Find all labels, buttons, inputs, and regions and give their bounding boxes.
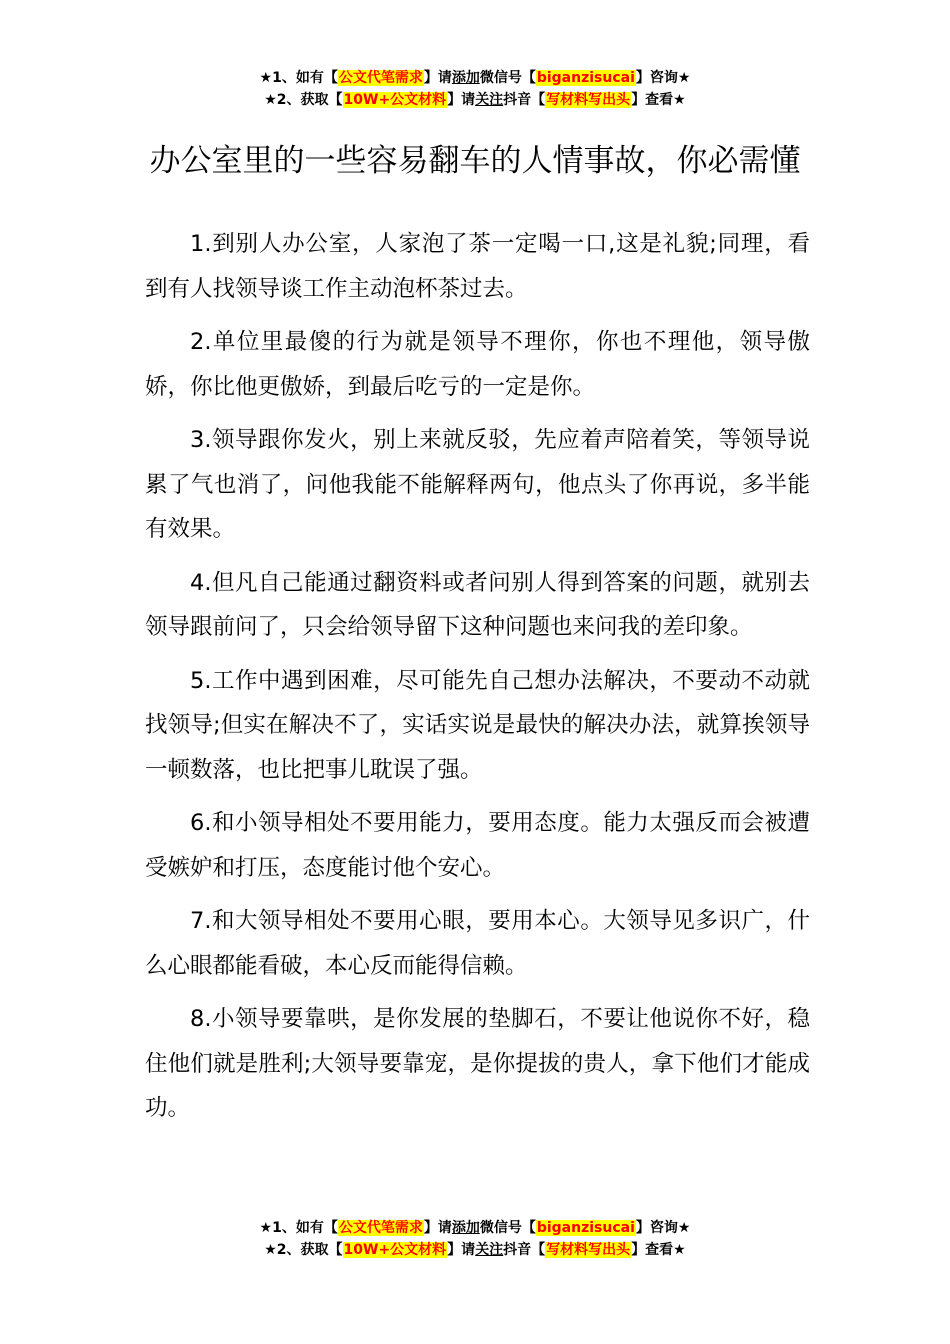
promo-text: 】请 (423, 1220, 452, 1236)
promo-text: 微信号【 (479, 70, 536, 86)
promo-text: 抖音【 (503, 92, 546, 108)
promo-wechat-id: biganzisucai (536, 1220, 635, 1236)
promo-douyin-id: 写材料写出头 (546, 1242, 631, 1258)
paragraph: 4.但凡自己能通过翻资料或者问别人得到答案的问题，就别去领导跟前问了，只会给领导留下这种问题也来问我的差印象。 (145, 569, 810, 640)
promo-text: 】咨询★ (635, 1220, 691, 1236)
promo-text: ★1、如有【 (259, 1220, 338, 1236)
header-promo-line-2 (0, 89, 950, 111)
promo-text: ★1、如有【 (259, 70, 338, 86)
header-promo (0, 67, 950, 111)
promo-underline: 添加 (451, 1220, 480, 1236)
paragraph: 6.和小领导相处不要用能力，要用态度。能力太强反而会被遭受嫉妒和打压，态度能讨他个安心。 (145, 810, 810, 881)
promo-text: 】请 (447, 92, 476, 108)
paragraph: 3.领导跟你发火，别上来就反驳，先应着声陪着笑，等领导说累了气也消了，问他我能不能解释两句，他点头了你再说，多半能有效果。 (145, 427, 810, 542)
promo-underline: 关注 (475, 1242, 504, 1258)
footer-promo-line-2 (0, 1239, 950, 1261)
document-title: 办公室里的一些容易翻车的人情事故，你必需懂 (149, 142, 801, 179)
footer-promo-line-1 (0, 1217, 950, 1239)
promo-text: 】查看★ (631, 92, 686, 108)
promo-text: 微信号【 (479, 1220, 536, 1236)
promo-text: ★2、获取【 (264, 92, 343, 108)
promo-text: ★2、获取【 (264, 1242, 343, 1258)
paragraph: 7.和大领导相处不要用心眼，要用本心。大领导见多识广，什么心眼都能看破，本心反而能得信赖。 (145, 908, 810, 979)
promo-highlight: 公文代笔需求 (338, 70, 423, 86)
promo-text: 】查看★ (631, 1242, 686, 1258)
paragraph: 1.到别人办公室，人家泡了茶一定喝一口,这是礼貌;同理，看到有人找领导谈工作主动泡杯茶过去。 (145, 231, 810, 302)
promo-highlight: 10W+公文材料 (343, 92, 447, 108)
document-body (145, 222, 810, 1140)
paragraph: 8.小领导要靠哄，是你发展的垫脚石，不要让他说你不好，稳住他们就是胜利;大领导要靠宠，是你提拔的贵人，拿下他们才能成功。 (145, 1006, 810, 1121)
promo-underline: 添加 (451, 70, 480, 86)
promo-wechat-id: biganzisucai (536, 70, 635, 86)
promo-text: 抖音【 (503, 1242, 546, 1258)
paragraph: 2.单位里最傻的行为就是领导不理你，你也不理他，领导傲娇，你比他更傲娇，到最后吃亏的一定是你。 (145, 329, 810, 400)
promo-text: 】请 (447, 1242, 476, 1258)
paragraph: 5.工作中遇到困难，尽可能先自己想办法解决，不要动不动就找领导;但实在解决不了，实话实说是最快的解决办法，就算挨领导一顿数落，也比把事儿耽误了强。 (145, 667, 810, 783)
footer-promo (0, 1217, 950, 1261)
promo-highlight: 公文代笔需求 (338, 1220, 423, 1236)
promo-underline: 关注 (475, 92, 504, 108)
promo-text: 】咨询★ (635, 70, 691, 86)
promo-text: 】请 (423, 70, 452, 86)
header-promo-line-1 (0, 67, 950, 89)
promo-highlight: 10W+公文材料 (343, 1242, 447, 1258)
promo-douyin-id: 写材料写出头 (546, 92, 631, 108)
